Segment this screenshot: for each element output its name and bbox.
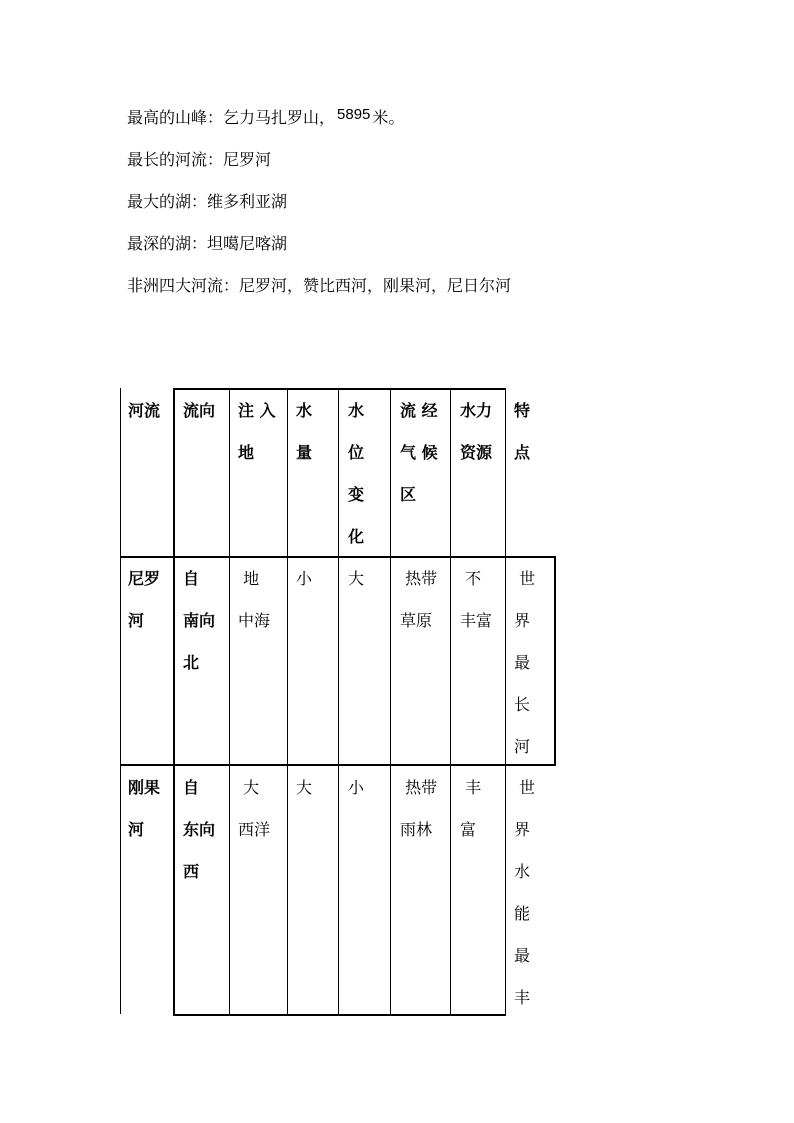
- grid-col-line-6: [450, 388, 451, 1015]
- row-2-cell-volume: [296, 767, 312, 809]
- cell-line: 热带: [400, 569, 438, 588]
- cell-line: 热带: [400, 778, 438, 797]
- cell-line: 水: [348, 401, 365, 420]
- header-cell-direction: [183, 390, 215, 432]
- cell-line: 最: [514, 653, 531, 672]
- row-2-cell-direction: [183, 767, 215, 893]
- cell-line: 世: [514, 569, 536, 588]
- cell-line: 北: [183, 653, 200, 672]
- cell-line: 河: [514, 737, 531, 756]
- cell-line: 南向: [183, 611, 216, 630]
- cell-line: 点: [514, 443, 531, 462]
- row-1-cell-climate: [400, 558, 437, 642]
- table-top-border: [173, 388, 505, 390]
- fact-highest-peak: [127, 108, 404, 129]
- cell-line: 水力: [460, 401, 493, 420]
- cell-line: 西洋: [238, 820, 271, 839]
- cell-line: 小: [296, 569, 313, 588]
- cell-line: 河流: [128, 401, 161, 420]
- cell-line: 尼罗: [128, 569, 161, 588]
- row-1-cell-destination: [238, 558, 270, 642]
- cell-line: 地: [238, 569, 260, 588]
- cell-line: 流向: [183, 401, 216, 420]
- header-cell-feature: [514, 390, 530, 474]
- cell-line: 河: [128, 820, 145, 839]
- cell-line: 化: [348, 527, 365, 546]
- cell-line: 水: [296, 401, 313, 420]
- header-cell-level-change: [348, 390, 364, 558]
- row-2-cell-climate: [400, 767, 437, 851]
- header-cell-destination: [238, 390, 276, 474]
- cell-line: 世: [514, 778, 536, 797]
- grid-col-line-5: [390, 388, 391, 1015]
- cell-line: 小: [348, 778, 365, 797]
- cell-line: 流 经: [400, 401, 438, 420]
- cell-line: 能: [514, 904, 531, 923]
- row-1-cell-direction: [183, 558, 215, 684]
- fact-longest-river: 最长的河流：尼罗河: [127, 150, 272, 169]
- row-1-cell-river: [128, 558, 160, 642]
- cell-line: 丰富: [460, 611, 493, 630]
- cell-line: 自: [183, 778, 200, 797]
- cell-line: 刚果: [128, 778, 161, 797]
- cell-line: 最: [514, 946, 531, 965]
- cell-line: 大: [296, 778, 313, 797]
- table-bottom-border: [173, 1014, 506, 1016]
- cell-line: 位: [348, 443, 365, 462]
- fact-peak-label: 最高的山峰：乞力马扎罗山，: [127, 108, 336, 127]
- cell-line: 不: [460, 569, 482, 588]
- cell-line: 变: [348, 485, 365, 504]
- cell-line: 东向: [183, 820, 216, 839]
- cell-line: 丰: [514, 988, 531, 1007]
- cell-line: 雨林: [400, 820, 433, 839]
- cell-line: 草原: [400, 611, 433, 630]
- grid-right-border: [554, 556, 556, 765]
- cell-line: 长: [514, 695, 531, 714]
- cell-line: 富: [460, 820, 477, 839]
- grid-left-border: [120, 388, 121, 1014]
- cell-line: 河: [128, 611, 145, 630]
- row-1-cell-level-change: [348, 558, 364, 600]
- cell-line: 注 入: [238, 401, 276, 420]
- cell-line: 界: [514, 611, 531, 630]
- header-cell-hydropower: [460, 390, 492, 474]
- grid-col-line-4: [338, 388, 339, 1015]
- cell-line: 特: [514, 401, 531, 420]
- cell-line: 资源: [460, 443, 493, 462]
- cell-line: 界: [514, 820, 531, 839]
- cell-line: 水: [514, 862, 531, 881]
- fact-largest-lake: 最大的湖：维多利亚湖: [127, 192, 288, 211]
- row-2-cell-feature: [514, 767, 535, 1019]
- cell-line: 西: [183, 862, 200, 881]
- header-cell-climate: [400, 390, 438, 516]
- row-1-cell-volume: [296, 558, 312, 600]
- cell-line: 丰: [460, 778, 482, 797]
- row-2-cell-level-change: [348, 767, 364, 809]
- cell-line: 气 候: [400, 443, 438, 462]
- fact-peak-height: 5895: [337, 106, 371, 123]
- cell-line: 大: [348, 569, 365, 588]
- grid-col-line-7: [505, 388, 506, 1015]
- grid-col-line-3: [287, 388, 288, 1015]
- row-2-cell-hydropower: [460, 767, 481, 851]
- row-1-cell-hydropower: [460, 558, 492, 642]
- fact-peak-unit: 米。: [372, 108, 405, 127]
- cell-line: 量: [296, 443, 313, 462]
- fact-deepest-lake: 最深的湖：坦噶尼喀湖: [127, 234, 288, 253]
- fact-four-rivers: 非洲四大河流：尼罗河，赞比西河，刚果河，尼日尔河: [127, 276, 512, 295]
- cell-line: 地: [238, 443, 255, 462]
- row-2-cell-destination: [238, 767, 270, 851]
- cell-line: 大: [238, 778, 260, 797]
- row-1-cell-feature: [514, 558, 535, 768]
- row-2-cell-river: [128, 767, 160, 851]
- header-cell-volume: [296, 390, 312, 474]
- grid-col-line-2: [229, 388, 230, 1015]
- cell-line: 区: [400, 485, 417, 504]
- grid-col-line-1: [173, 388, 175, 1016]
- cell-line: 中海: [238, 611, 271, 630]
- header-cell-river: [128, 390, 160, 432]
- cell-line: 自: [183, 569, 200, 588]
